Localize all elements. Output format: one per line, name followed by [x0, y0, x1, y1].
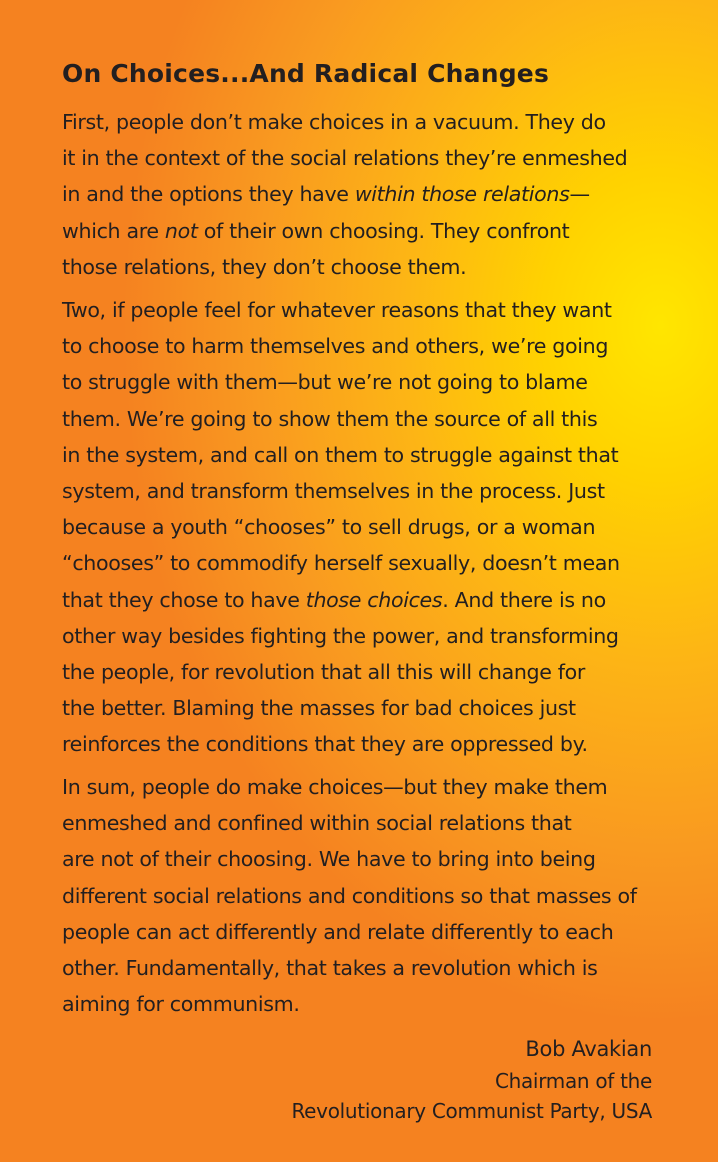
paragraph-line	[62, 213, 627, 249]
text-segment: that they chose to have	[62, 587, 306, 612]
paragraph-line: the better. Blaming the masses for bad choices just	[62, 696, 576, 721]
paragraph-line: those relations, they don’t choose them.	[62, 254, 467, 279]
paragraph-line: “chooses” to commodify herself sexually, doesn’t mean	[62, 551, 620, 576]
paragraph-line: In sum, people do make choices—but they make them	[62, 775, 608, 799]
page-title: On Choices...And Radical Changes	[62, 59, 550, 88]
paragraph-line	[62, 176, 627, 212]
italic-emphasis: within those relations	[354, 182, 570, 207]
signature-block	[291, 1032, 652, 1126]
author-organization: Revolutionary Communist Party, USA	[291, 1099, 652, 1123]
paragraph-line: other. Fundamentally, that takes a revolution which is	[62, 956, 598, 981]
author-name: Bob Avakian	[525, 1037, 652, 1061]
paragraph-line: the people, for revolution that all this will change for	[62, 660, 586, 685]
paragraph-line: enmeshed and confined within social relations that	[62, 811, 572, 836]
paragraph-line: in the system, and call on them to struggle against that	[62, 442, 619, 467]
paragraph-line: other way besides fighting the power, and transforming	[62, 623, 619, 648]
paragraph-line: to choose to harm themselves and others, we’re going	[62, 334, 609, 359]
italic-emphasis: not	[164, 218, 198, 243]
text-segment: of their own choosing. They confront	[197, 218, 570, 243]
paragraph-line: because a youth “chooses” to sell drugs, or a woman	[62, 515, 596, 540]
text-segment: in and the options they have	[62, 182, 355, 207]
text-segment: . And there is no	[442, 587, 606, 612]
paragraph-line: First, people don’t make choices in a vacuum. They do	[62, 110, 606, 134]
paragraph-line: aiming for communism.	[62, 992, 300, 1017]
paragraph-line: system, and transform themselves in the process. Just	[62, 479, 605, 504]
paragraph-line	[62, 582, 620, 618]
author-title: Chairman of the	[494, 1069, 652, 1093]
paragraph-line: to struggle with them—but we’re not going to blame	[62, 370, 588, 395]
paragraph-line: it in the context of the social relations they’re enmeshed	[62, 146, 628, 171]
paragraph-line: different social relations and conditions so that masses of	[62, 883, 637, 908]
italic-emphasis: those choices	[305, 587, 443, 612]
text-segment: —	[569, 182, 590, 207]
paragraph-2	[62, 292, 620, 763]
paragraph-line: reinforces the conditions that they are oppressed by.	[62, 732, 588, 757]
paragraph-line: are not of their choosing. We have to bring into being	[62, 847, 596, 872]
paragraph-1	[62, 104, 627, 285]
text-segment: which are	[62, 218, 165, 243]
paragraph-line: Two, if people feel for whatever reasons that they want	[62, 298, 612, 322]
paragraph-line: people can act differently and relate differently to each	[62, 919, 614, 944]
paragraph-line: them. We’re going to show them the source of all this	[62, 406, 598, 431]
paragraph-3	[62, 769, 637, 1022]
